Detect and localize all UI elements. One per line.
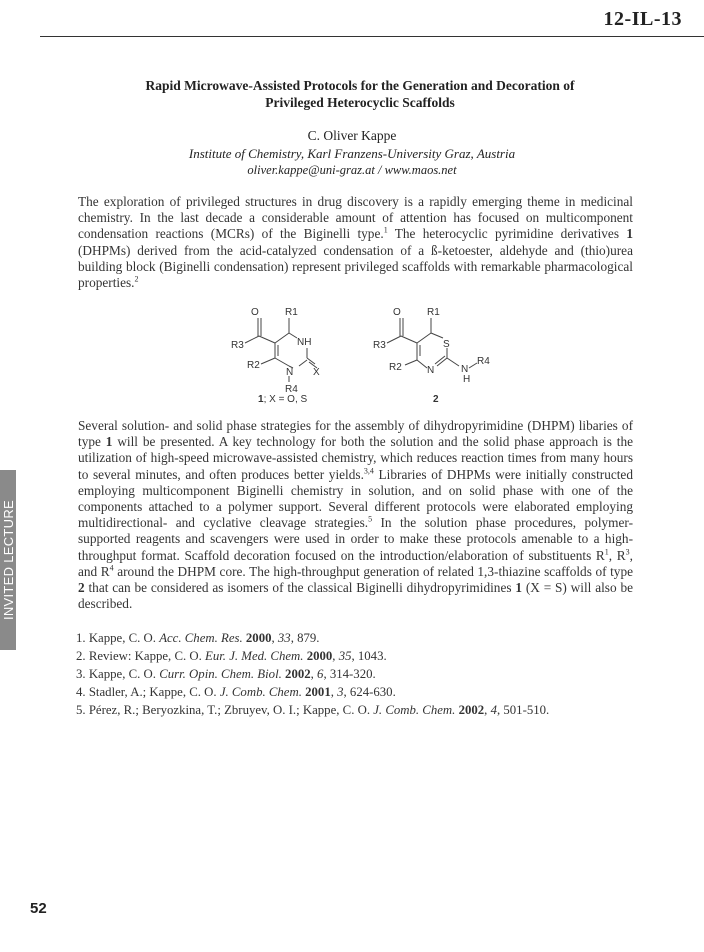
atom-label: O: [393, 307, 401, 318]
reference-authors: Stadler, A.; Kappe, C. O.: [88, 685, 220, 699]
text: Libraries of DHPMs were initially constructed employing multicomponent Biginelli chemistry in solution, and on solid phase with one of the components attached to a polymer support. Several different protocols were elaborated employing multidirectional- and cyclative cleavage strategies.: [78, 466, 633, 531]
compound-ref: 1: [105, 434, 113, 450]
section-side-tab: [0, 470, 16, 650]
reference-n: 4.: [76, 685, 86, 699]
reference-n: 2.: [76, 649, 86, 663]
paper-title: [100, 77, 620, 111]
reference-journal: J. Comb. Chem.: [219, 685, 302, 699]
reference-n: 5.: [76, 703, 86, 717]
compound-2-structure: [387, 318, 477, 368]
compound-ref: 2: [78, 580, 85, 596]
contact: oliver.kappe@uni-graz.at / www.maos.net: [247, 163, 457, 177]
reference-pages: , 879.: [290, 631, 320, 645]
atom-label: N: [427, 365, 435, 376]
atom-label: S: [443, 339, 450, 350]
text: In the solution phase procedures, polymer-supported reagents and scavengers were used in order to make these protocols amenable to a high-throughput format. Scaffold decoration focused on the introduction/elaboration of substituents R: [78, 515, 633, 563]
atom-label: N: [461, 364, 469, 375]
text: The heterocyclic pyrimidine derivatives: [387, 226, 627, 242]
text: will be presented. A key technology for both the solution and the solid phase approach is the utilization of high-speed microwave-assisted chemistry, which reduces reaction times from many hours to several minutes, and often produces better yields.: [78, 434, 633, 482]
text: (DHPMs) derived from the acid-catalyzed condensation of a ß-ketoester, aldehyde and (thio)urea building block (Biginelli condensation) represent privileged scaffolds with remarkable pharmacological properties.: [78, 242, 633, 291]
reference-vol: 33: [277, 631, 291, 645]
reference-item: 5. Pérez, R.; Beryozkina, T.; Zbruyev, O. I.; Kappe, C. O. J. Comb. Chem. 2002, 4, 501-510.: [76, 703, 550, 717]
reference-authors: Review: Kappe, C. O.: [88, 649, 206, 663]
text: that can be considered as isomers of the classical Biginelli dihydropyrimidines: [84, 580, 516, 596]
citation: 3,4: [363, 466, 374, 476]
compound-ref: 1: [515, 580, 523, 596]
citation: 2: [134, 274, 139, 284]
compound-1-structure: [245, 318, 317, 382]
superscript: 3: [625, 547, 630, 557]
citation: 1: [383, 225, 388, 235]
page-number: 52: [30, 900, 47, 917]
header-rule: [40, 36, 704, 37]
reference-n: 3.: [76, 667, 86, 681]
author: C. Oliver Kappe: [307, 128, 397, 143]
reference-year: 2000: [306, 649, 333, 663]
side-tab-label: INVITED LECTURE: [1, 499, 16, 621]
compound-1-label: 1; X = O, S: [258, 394, 308, 405]
superscript: 1: [604, 547, 609, 557]
chemical-structures: [225, 298, 490, 405]
compound-2-label: 2: [433, 394, 439, 405]
reference-year: 2002: [458, 703, 485, 717]
reference-year: 2000: [245, 631, 272, 645]
reference-year: 2001: [305, 685, 331, 699]
reference-item: 4. Stadler, A.; Kappe, C. O. J. Comb. Chem. 2001, 3, 624-630.: [76, 685, 396, 699]
reference-authors: Kappe, C. O.: [88, 631, 160, 645]
reference-pages: , 314-320.: [323, 667, 376, 681]
atom-label: R2: [389, 362, 402, 373]
text: , and R: [78, 547, 633, 579]
reference-vol: 3: [337, 685, 344, 699]
superscript: 4: [109, 563, 114, 573]
atom-label: N: [286, 367, 294, 378]
compound-ref: 1: [626, 226, 633, 242]
reference-authors: Kappe, C. O.: [88, 667, 160, 681]
reference-list: [76, 629, 549, 719]
atom-label: R2: [247, 360, 260, 371]
atom-label: R1: [285, 307, 298, 318]
reference-pages: , 624-630.: [343, 685, 396, 699]
reference-vol: 35: [338, 649, 352, 663]
atom-label: O: [251, 307, 259, 318]
reference-authors: Pérez, R.; Beryozkina, T.; Zbruyev, O. I.; Kappe, C. O.: [88, 703, 374, 717]
atom-label: R1: [427, 307, 440, 318]
reference-item: 2. Review: Kappe, C. O. Eur. J. Med. Chem. 2000, 35, 1043.: [76, 649, 387, 663]
atom-label: X: [313, 367, 320, 378]
reference-item: 3. Kappe, C. O. Curr. Opin. Chem. Biol. 2002, 6, 314-320.: [76, 667, 376, 681]
reference-vol: 4: [490, 703, 497, 717]
institution: Institute of Chemistry, Karl Franzens-University Graz, Austria: [188, 146, 516, 161]
reference-journal: Curr. Opin. Chem. Biol.: [159, 667, 282, 681]
reference-item: 1. Kappe, C. O. Acc. Chem. Res. 2000, 33, 879.: [76, 631, 320, 645]
reference-journal: Eur. J. Med. Chem.: [205, 649, 304, 663]
text: around the DHPM core. The high-throughput generation of related 1,3-thiazine scaffolds of type: [113, 563, 633, 579]
text: The exploration of privileged structures in drug discovery is a rapidly emerging theme in medicinal chemistry. In the last decade a considerable amount of attention has focused on multicomponent condensation reactions (MCRs) of the Biginelli type.: [78, 194, 633, 242]
atom-label: R3: [373, 340, 386, 351]
reference-journal: Acc. Chem. Res.: [159, 631, 243, 645]
reference-pages: , 1043.: [351, 649, 387, 663]
abstract-code: 12-IL-13: [603, 8, 682, 30]
reference-year: 2002: [285, 667, 311, 681]
paragraph-intro: [78, 194, 633, 291]
reference-journal: J. Comb. Chem.: [373, 703, 456, 717]
atom-label: H: [463, 374, 471, 385]
citation: 5: [368, 514, 373, 524]
title-line-2: Privileged Heterocyclic Scaffolds: [265, 95, 455, 110]
atom-label: NH: [297, 337, 312, 348]
title-line-1: Rapid Microwave-Assisted Protocols for the Generation and Decoration of: [145, 78, 575, 93]
atom-label: R4: [285, 384, 298, 395]
paragraph-body: [78, 418, 633, 612]
reference-pages: , 501-510.: [496, 703, 550, 717]
reference-n: 1.: [76, 631, 86, 645]
text: , R: [608, 547, 626, 563]
atom-label: R4: [477, 356, 490, 367]
atom-label: R3: [231, 340, 244, 351]
text: Several solution- and solid phase strategies for the assembly of dihydropyrimidine (DHPM) libaries of type: [78, 418, 633, 450]
reference-vol: 6: [317, 667, 324, 681]
text: (X = S) will also be described.: [78, 580, 633, 612]
